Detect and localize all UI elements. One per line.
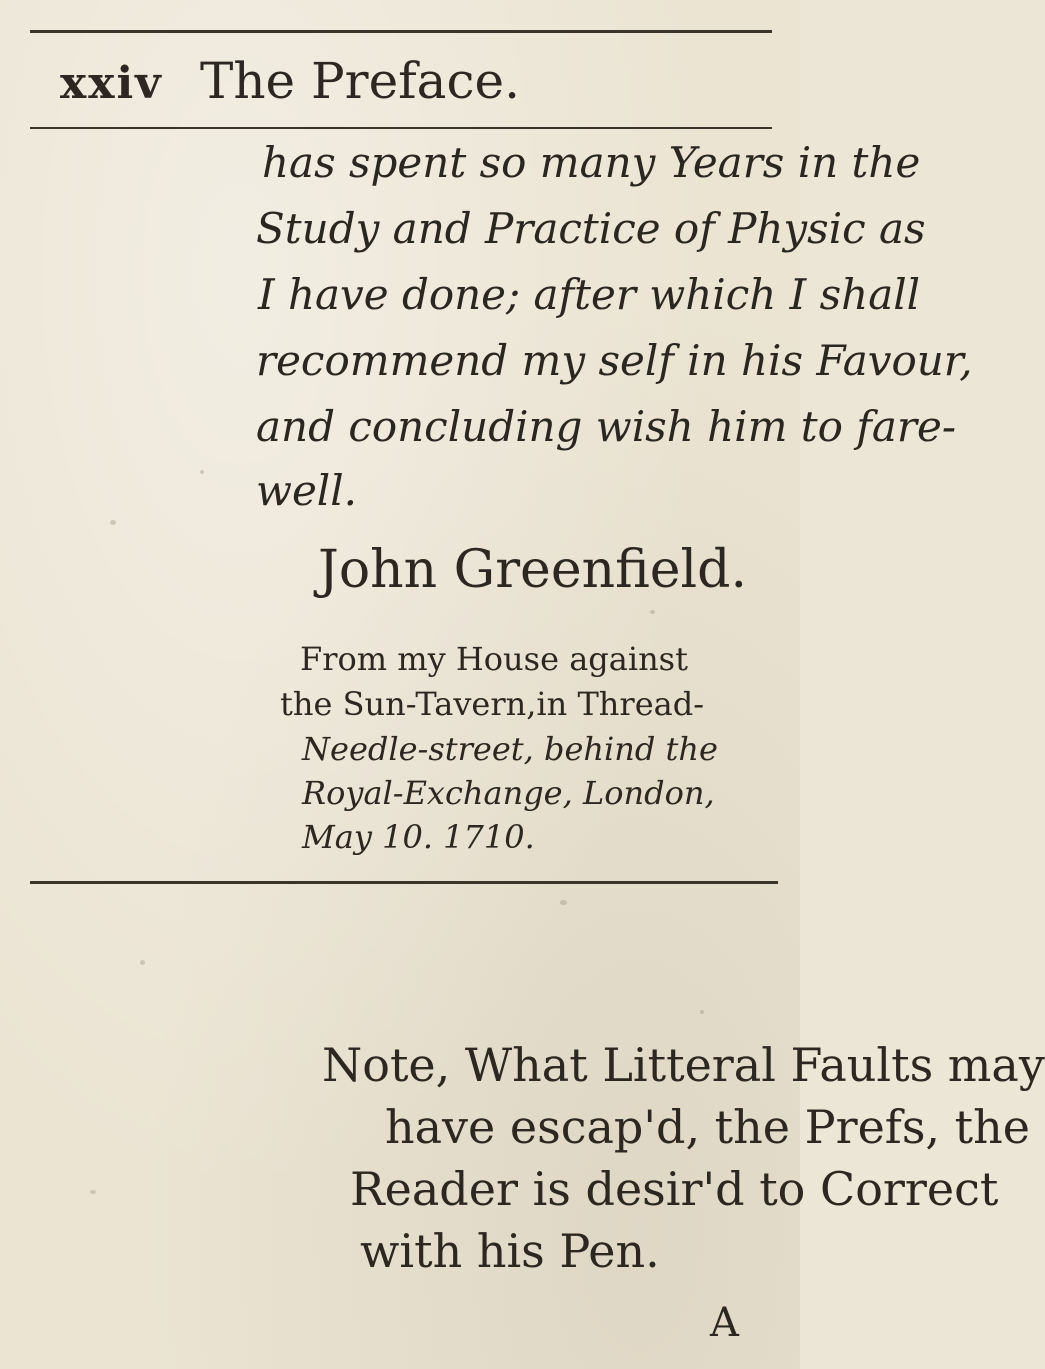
address-line: From my House against xyxy=(300,640,688,678)
address-line: the Sun-Tavern,in Thread- xyxy=(280,685,704,723)
address-line: May 10. 1710. xyxy=(302,818,535,856)
body-line: and concluding wish him to fare- xyxy=(256,402,957,451)
body-line: Study and Practice of Physic as xyxy=(256,204,926,253)
section-rule xyxy=(30,881,778,884)
body-line: has spent so many Years in the xyxy=(262,138,921,187)
signature: John Greenfield. xyxy=(318,540,747,600)
paper-speck xyxy=(110,520,116,525)
body-line: well. xyxy=(256,466,358,515)
body-line: I have done; after which I shall xyxy=(258,270,921,319)
note-line: Note, What Litteral Faults may xyxy=(322,1038,1045,1092)
page-number: xxiv xyxy=(60,58,163,109)
paper-speck xyxy=(140,960,145,965)
note-line: with his Pen. xyxy=(360,1224,660,1278)
paper-speck xyxy=(200,470,204,474)
paper-speck xyxy=(560,900,567,905)
paper-speck xyxy=(700,1010,704,1014)
paper-speck xyxy=(650,610,655,614)
address-line: Needle-street, behind the xyxy=(302,730,718,768)
note-line: have escap'd, the Prefs, the xyxy=(385,1100,1031,1154)
body-line: recommend my self in his Favour, xyxy=(256,336,973,385)
running-title: The Preface. xyxy=(200,52,520,110)
address-line: Royal-Exchange, London, xyxy=(302,774,715,812)
note-line: Reader is desir'd to Correct xyxy=(350,1162,999,1216)
catchword: A xyxy=(710,1300,739,1346)
top-rule xyxy=(30,30,772,33)
header-rule xyxy=(30,127,772,129)
paper-speck xyxy=(90,1190,96,1194)
